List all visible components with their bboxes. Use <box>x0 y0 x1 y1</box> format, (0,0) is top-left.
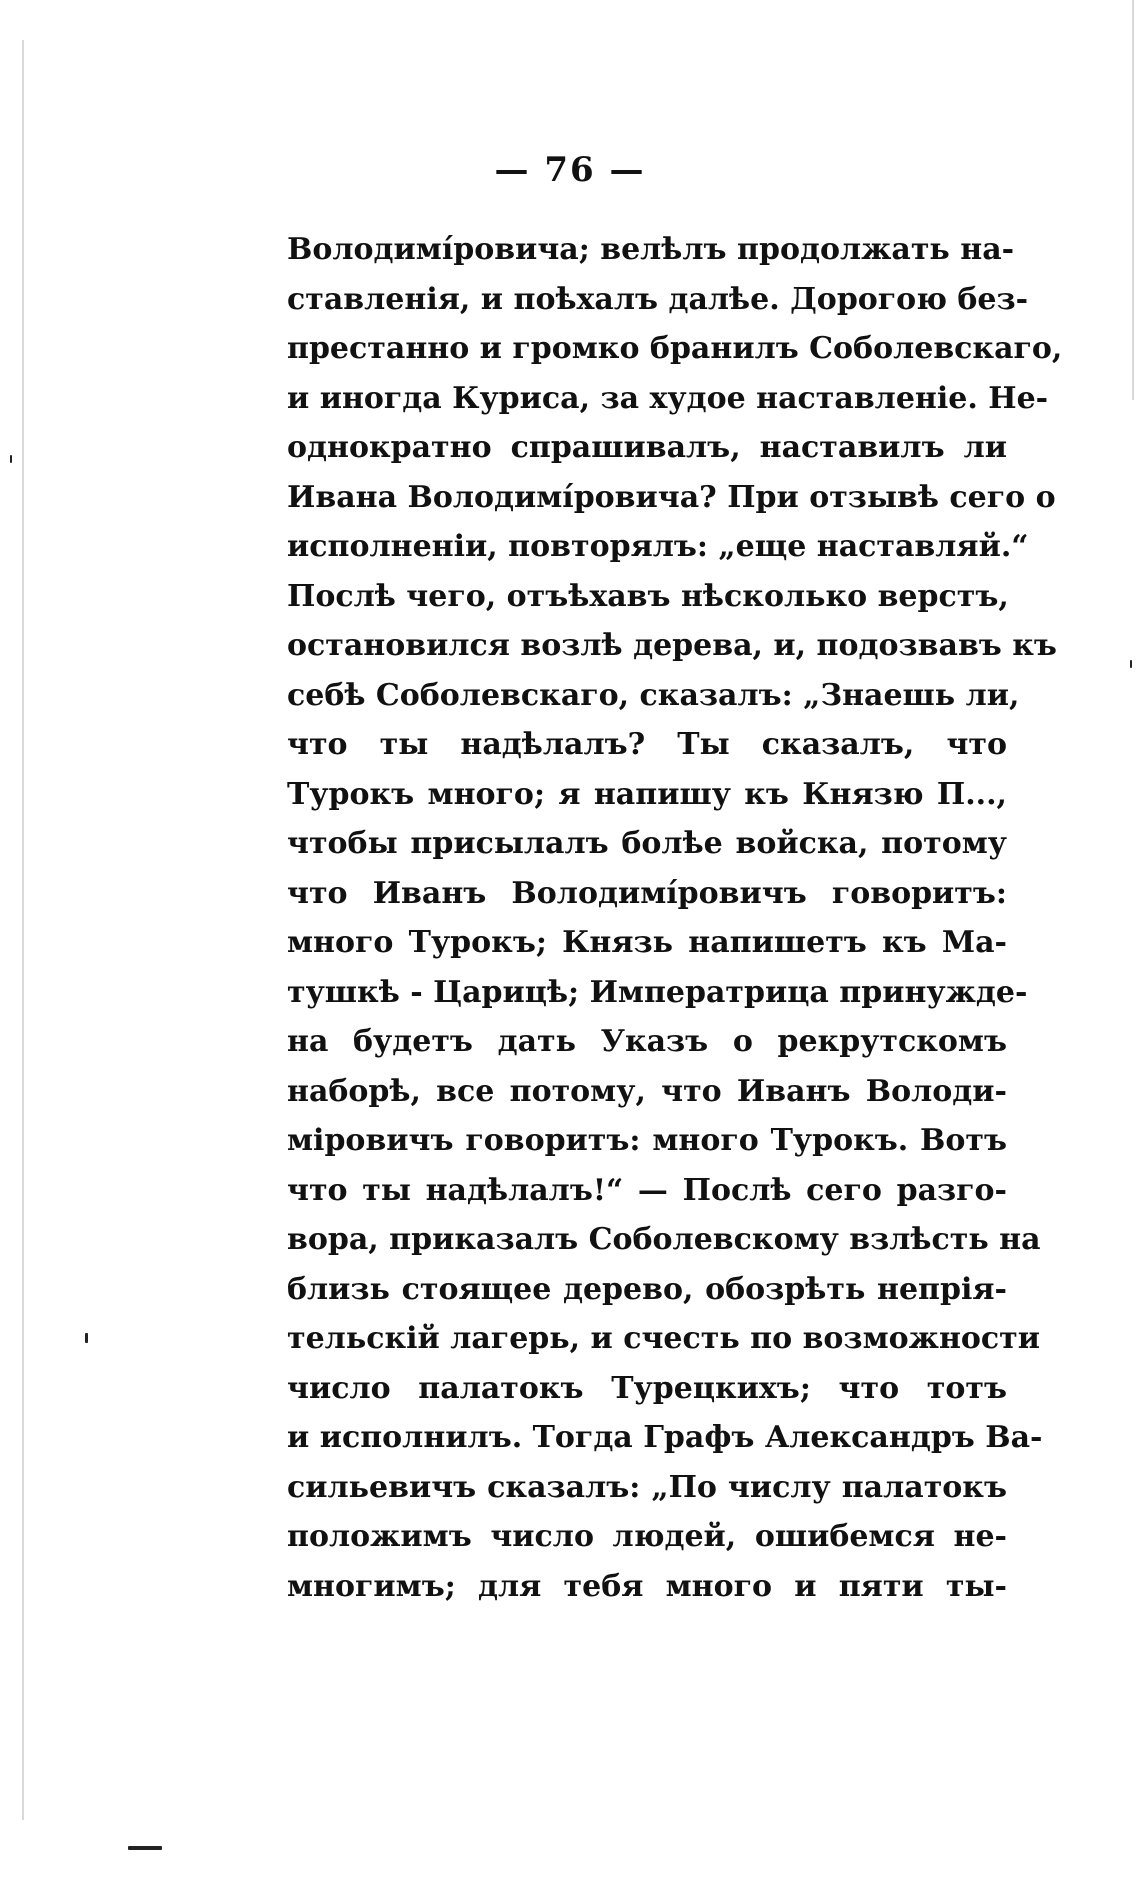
text-line: близь стоящее дерево, обозрѣть непрія- <box>287 1271 1007 1307</box>
text-line: однократно спрашивалъ, наставилъ ли <box>287 430 1007 465</box>
text-line: Володимíровича; велѣлъ продолжать на- <box>287 232 1015 267</box>
text-line: ставленія, и поѣхалъ далѣе. Дорогою без- <box>287 281 1029 317</box>
ink-speck <box>10 455 12 463</box>
text-line: себѣ Соболевскаго, сказалъ: „Знаешь ли, <box>287 677 1020 713</box>
page-number: — 76 — <box>494 150 646 190</box>
body-text <box>287 225 1063 1611</box>
text-line: число палатокъ Турецкихъ; что тотъ <box>287 1370 1007 1406</box>
ink-speck <box>1130 660 1132 668</box>
text-line: Послѣ чего, отъѣхавъ нѣсколько верстъ, <box>287 578 1009 614</box>
text-line: тельскій лагерь, и счесть по возможности <box>287 1321 1041 1356</box>
text-line: тушкѣ - Царицѣ; Императрица принужде- <box>287 974 1028 1010</box>
text-line: сильевичъ сказалъ: „По числу палатокъ <box>287 1469 1007 1505</box>
text-line: положимъ число людей, ошибемся не- <box>287 1519 1007 1554</box>
ink-speck <box>85 1333 88 1343</box>
left-page-edge <box>22 40 24 1820</box>
text-line: остановился возлѣ дерева, и, подозвавъ къ <box>287 628 1057 663</box>
text-line: Турокъ много; я напишу къ Князю П..., <box>287 776 1007 812</box>
text-line: многимъ; для тебя много и пяти ты- <box>287 1568 1007 1604</box>
text-line: на будетъ дать Указъ о рекрутскомъ <box>287 1024 1007 1059</box>
ink-speck <box>128 1846 162 1850</box>
text-line: наборѣ, все потому, что Иванъ Володи- <box>287 1073 1007 1109</box>
text-line: что ты надѣлалъ!“ — Послѣ сего разго- <box>287 1172 1007 1208</box>
text-line: престанно и громко бранилъ Соболевскаго, <box>287 331 1063 366</box>
text-line: и иногда Куриса, за худое наставленіе. Не- <box>287 380 1049 416</box>
text-line: что ты надѣлалъ? Ты сказалъ, что <box>287 727 1007 762</box>
text-line: что Иванъ Володимíровичъ говоритъ: <box>287 875 1007 911</box>
text-line: вора, приказалъ Соболевскому взлѣсть на <box>287 1222 1041 1257</box>
text-line: много Турокъ; Князь напишетъ къ Ма- <box>287 925 1007 960</box>
text-line: и исполнилъ. Тогда Графъ Александръ Ва- <box>287 1420 1043 1455</box>
text-line: чтобы присылалъ болѣе войска, потому <box>287 826 1007 861</box>
text-line: Ивана Володимíровича? При отзывѣ сего о <box>287 479 1056 515</box>
text-line: міровичъ говоритъ: много Турокъ. Вотъ <box>287 1123 1007 1158</box>
right-page-edge <box>1132 0 1134 400</box>
text-line: исполненіи, повторялъ: „еще наставляй.“ <box>287 529 1029 564</box>
